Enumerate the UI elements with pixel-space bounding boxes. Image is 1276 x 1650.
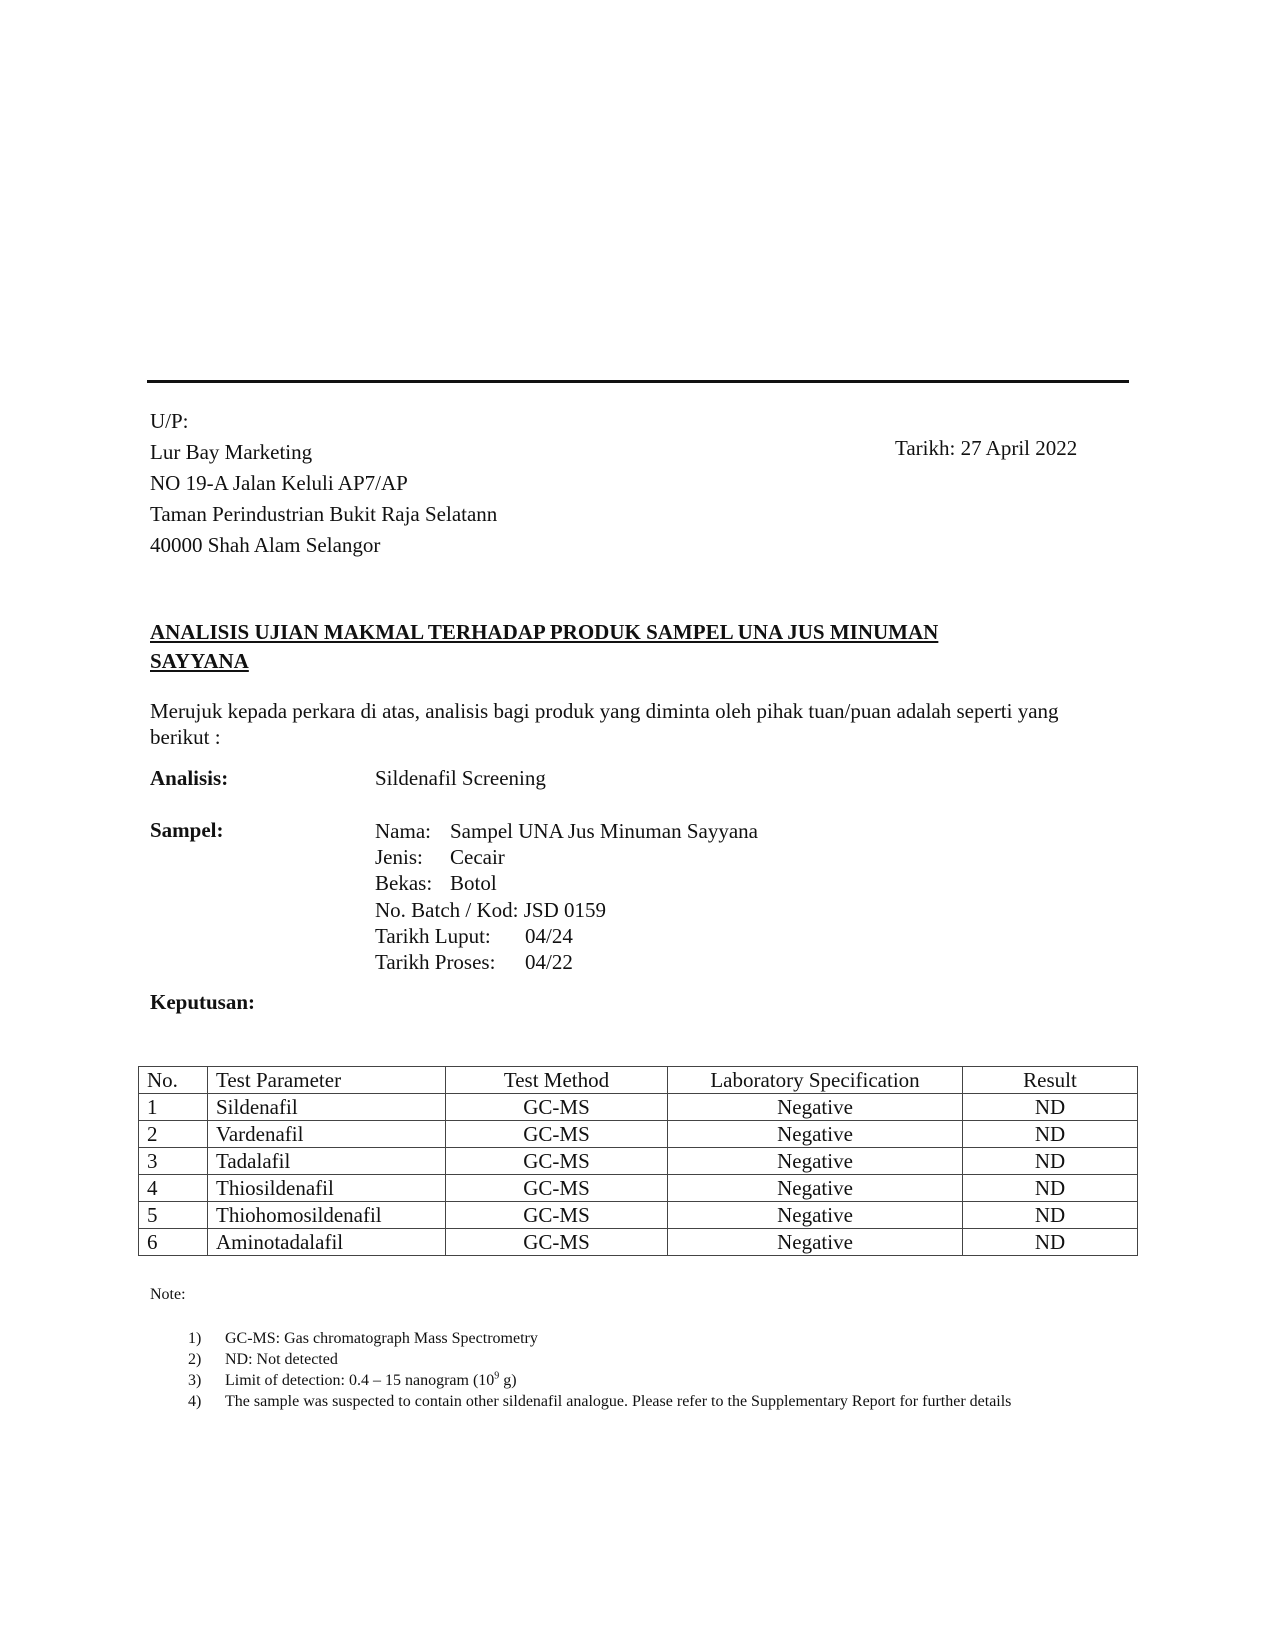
cell-result: ND	[963, 1229, 1138, 1256]
note-text: ND: Not detected	[225, 1351, 338, 1368]
sample-container-row	[375, 870, 758, 896]
results-table	[138, 1066, 1138, 1256]
cell-method: GC-MS	[446, 1094, 668, 1121]
note-superscript: 9	[494, 1370, 500, 1382]
cell-result: ND	[963, 1148, 1138, 1175]
cell-specification: Negative	[668, 1175, 963, 1202]
attention-label: U/P:	[150, 409, 189, 433]
sample-expiry-row	[375, 923, 758, 949]
cell-method: GC-MS	[446, 1175, 668, 1202]
table-row	[139, 1229, 1138, 1256]
cell-result: ND	[963, 1094, 1138, 1121]
cell-method: GC-MS	[446, 1229, 668, 1256]
cell-parameter: Vardenafil	[208, 1121, 446, 1148]
address-line-1: NO 19-A Jalan Keluli AP7/AP	[150, 471, 408, 495]
sample-details	[375, 818, 758, 975]
cell-method: GC-MS	[446, 1202, 668, 1229]
notes-list	[188, 1328, 1108, 1412]
analysis-label: Analisis:	[150, 766, 229, 790]
note-title: Note:	[150, 1286, 186, 1303]
recipient-address	[150, 406, 497, 561]
list-item	[188, 1349, 1108, 1370]
sample-label: Sampel:	[150, 818, 224, 842]
cell-specification: Negative	[668, 1148, 963, 1175]
sample-expiry-value: 04/24	[525, 923, 573, 948]
list-item	[188, 1391, 1108, 1412]
note-text-before: Limit of detection: 0.4 – 15 nanogram (10	[225, 1372, 495, 1389]
list-item	[188, 1370, 1108, 1391]
note-number: 4)	[188, 1393, 202, 1410]
sample-process-key: Tarikh Proses:	[375, 950, 496, 975]
title-line-2: SAYYANA	[150, 649, 249, 673]
address-line-2: Taman Perindustrian Bukit Raja Selatann	[150, 502, 498, 526]
header-test-parameter: Test Parameter	[208, 1067, 446, 1094]
table-row	[139, 1175, 1138, 1202]
note-text	[225, 1370, 1108, 1391]
cell-result: ND	[963, 1121, 1138, 1148]
sample-type-row	[375, 844, 758, 870]
cell-method: GC-MS	[446, 1121, 668, 1148]
sample-container-value: Botol	[450, 871, 497, 896]
header-divider	[147, 380, 1129, 383]
table-row	[139, 1121, 1138, 1148]
cell-parameter: Thiosildenafil	[208, 1175, 446, 1202]
title-line-1: ANALISIS UJIAN MAKMAL TERHADAP PRODUK SAMPEL UNA JUS MINUMAN	[150, 620, 939, 644]
cell-specification: Negative	[668, 1094, 963, 1121]
cell-method: GC-MS	[446, 1148, 668, 1175]
table-row	[139, 1202, 1138, 1229]
sample-batch-row: No. Batch / Kod: JSD 0159	[375, 897, 606, 922]
note-text: GC-MS: Gas chromatograph Mass Spectrometry	[225, 1330, 538, 1347]
header-lab-specification: Laboratory Specification	[668, 1067, 963, 1094]
sample-process-row	[375, 949, 758, 975]
sample-expiry-key: Tarikh Luput:	[375, 923, 491, 948]
cell-no: 4	[139, 1175, 208, 1202]
cell-parameter: Thiohomosildenafil	[208, 1202, 446, 1229]
letter-date: Tarikh: 27 April 2022	[895, 436, 1078, 460]
sample-process-value: 04/22	[525, 950, 573, 975]
cell-specification: Negative	[668, 1229, 963, 1256]
table-header-row	[139, 1067, 1138, 1094]
sample-name-value: Sampel UNA Jus Minuman Sayyana	[450, 819, 758, 843]
cell-result: ND	[963, 1175, 1138, 1202]
cell-no: 5	[139, 1202, 208, 1229]
table-row	[139, 1148, 1138, 1175]
sample-container-key: Bekas:	[375, 871, 433, 896]
intro-paragraph: Merujuk kepada perkara di atas, analisis bagi produk yang diminta oleh pihak tuan/puan adalah seperti yang berikut :	[150, 699, 1059, 749]
sample-name-key: Nama:	[375, 819, 431, 843]
cell-no: 3	[139, 1148, 208, 1175]
header-no: No.	[139, 1067, 208, 1094]
cell-no: 1	[139, 1094, 208, 1121]
header-test-method: Test Method	[446, 1067, 668, 1094]
cell-specification: Negative	[668, 1121, 963, 1148]
cell-parameter: Sildenafil	[208, 1094, 446, 1121]
analysis-value: Sildenafil Screening	[375, 766, 546, 790]
note-text-after: g)	[499, 1372, 517, 1389]
note-number: 1)	[188, 1330, 202, 1347]
note-text: The sample was suspected to contain other sildenafil analogue. Please refer to the Supplementary Report for further details	[225, 1393, 1012, 1410]
sample-name-row	[375, 818, 758, 844]
table-row	[139, 1094, 1138, 1121]
cell-specification: Negative	[668, 1202, 963, 1229]
header-result: Result	[963, 1067, 1138, 1094]
cell-no: 2	[139, 1121, 208, 1148]
cell-no: 6	[139, 1229, 208, 1256]
cell-parameter: Tadalafil	[208, 1148, 446, 1175]
note-number: 3)	[188, 1372, 202, 1389]
decision-label: Keputusan:	[150, 990, 256, 1014]
document-title	[150, 618, 1050, 676]
list-item	[188, 1328, 1108, 1349]
sample-type-key: Jenis:	[375, 845, 423, 870]
address-line-3: 40000 Shah Alam Selangor	[150, 533, 381, 557]
cell-parameter: Aminotadalafil	[208, 1229, 446, 1256]
sample-type-value: Cecair	[450, 845, 505, 870]
cell-result: ND	[963, 1202, 1138, 1229]
company-name: Lur Bay Marketing	[150, 440, 313, 464]
note-number: 2)	[188, 1351, 202, 1368]
